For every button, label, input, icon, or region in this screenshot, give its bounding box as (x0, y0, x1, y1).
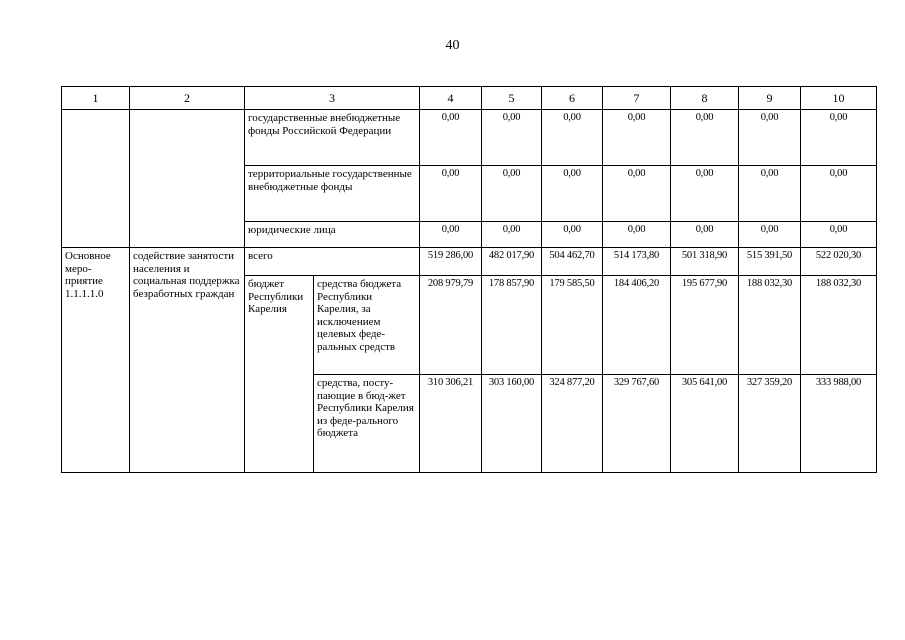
value-cell: 0,00 (542, 166, 603, 222)
value-cell: 0,00 (801, 166, 877, 222)
value-cell: 184 406,20 (603, 276, 671, 375)
value-cell: 329 767,60 (603, 375, 671, 473)
value-cell: 0,00 (420, 222, 482, 248)
value-cell: 515 391,50 (739, 248, 801, 276)
header-cell: 5 (482, 87, 542, 110)
value-cell: 514 173,80 (603, 248, 671, 276)
value-cell: 0,00 (671, 222, 739, 248)
header-row (62, 87, 877, 110)
value-cell: 178 857,90 (482, 276, 542, 375)
empty-cell (62, 110, 130, 248)
value-cell: 0,00 (482, 222, 542, 248)
value-cell: 519 286,00 (420, 248, 482, 276)
header-cell: 10 (801, 87, 877, 110)
value-cell: 188 032,30 (739, 276, 801, 375)
value-cell: 0,00 (542, 222, 603, 248)
header-cell: 3 (245, 87, 420, 110)
value-cell: 179 585,50 (542, 276, 603, 375)
header-cell: 4 (420, 87, 482, 110)
header-cell: 6 (542, 87, 603, 110)
row-label: средства бюджета Республики Карелия, за исключением целевых феде-ральных средств (314, 276, 420, 375)
header-cell: 9 (739, 87, 801, 110)
value-cell: 522 020,30 (801, 248, 877, 276)
value-cell: 188 032,30 (801, 276, 877, 375)
table-row (62, 110, 877, 166)
value-cell: 0,00 (420, 110, 482, 166)
value-cell: 0,00 (482, 166, 542, 222)
value-cell: 0,00 (482, 110, 542, 166)
event-name: содействие занятости населения и социальная поддержка безработных граждан (130, 248, 245, 473)
value-cell: 504 462,70 (542, 248, 603, 276)
value-cell: 0,00 (801, 222, 877, 248)
value-cell: 0,00 (603, 222, 671, 248)
value-cell: 0,00 (801, 110, 877, 166)
value-cell: 501 318,90 (671, 248, 739, 276)
row-label: территориальные государственные внебюджетные фонды (245, 166, 420, 222)
value-cell: 0,00 (739, 110, 801, 166)
header-cell: 2 (130, 87, 245, 110)
value-cell: 195 677,90 (671, 276, 739, 375)
value-cell: 0,00 (603, 110, 671, 166)
budget-table (61, 86, 877, 473)
header-cell: 7 (603, 87, 671, 110)
header-cell: 1 (62, 87, 130, 110)
value-cell: 482 017,90 (482, 248, 542, 276)
value-cell: 0,00 (671, 110, 739, 166)
empty-cell (130, 110, 245, 248)
value-cell: 0,00 (739, 166, 801, 222)
value-cell: 324 877,20 (542, 375, 603, 473)
value-cell: 305 641,00 (671, 375, 739, 473)
page-number: 40 (445, 38, 460, 53)
event-code: Основное меро-приятие 1.1.1.1.0 (62, 248, 130, 473)
value-cell: 0,00 (542, 110, 603, 166)
budget-label: бюджет Республики Карелия (245, 276, 314, 473)
table-row (62, 248, 877, 276)
value-cell: 0,00 (671, 166, 739, 222)
row-label: государственные внебюджетные фонды Российской Федерации (245, 110, 420, 166)
row-label: средства, посту-пающие в бюд-жет Республики Карелия из феде-рального бюджета (314, 375, 420, 473)
value-cell: 208 979,79 (420, 276, 482, 375)
value-cell: 310 306,21 (420, 375, 482, 473)
value-cell: 0,00 (603, 166, 671, 222)
header-cell: 8 (671, 87, 739, 110)
row-label: юридические лица (245, 222, 420, 248)
value-cell: 333 988,00 (801, 375, 877, 473)
value-cell: 0,00 (420, 166, 482, 222)
row-label: всего (245, 248, 420, 276)
value-cell: 0,00 (739, 222, 801, 248)
value-cell: 303 160,00 (482, 375, 542, 473)
value-cell: 327 359,20 (739, 375, 801, 473)
